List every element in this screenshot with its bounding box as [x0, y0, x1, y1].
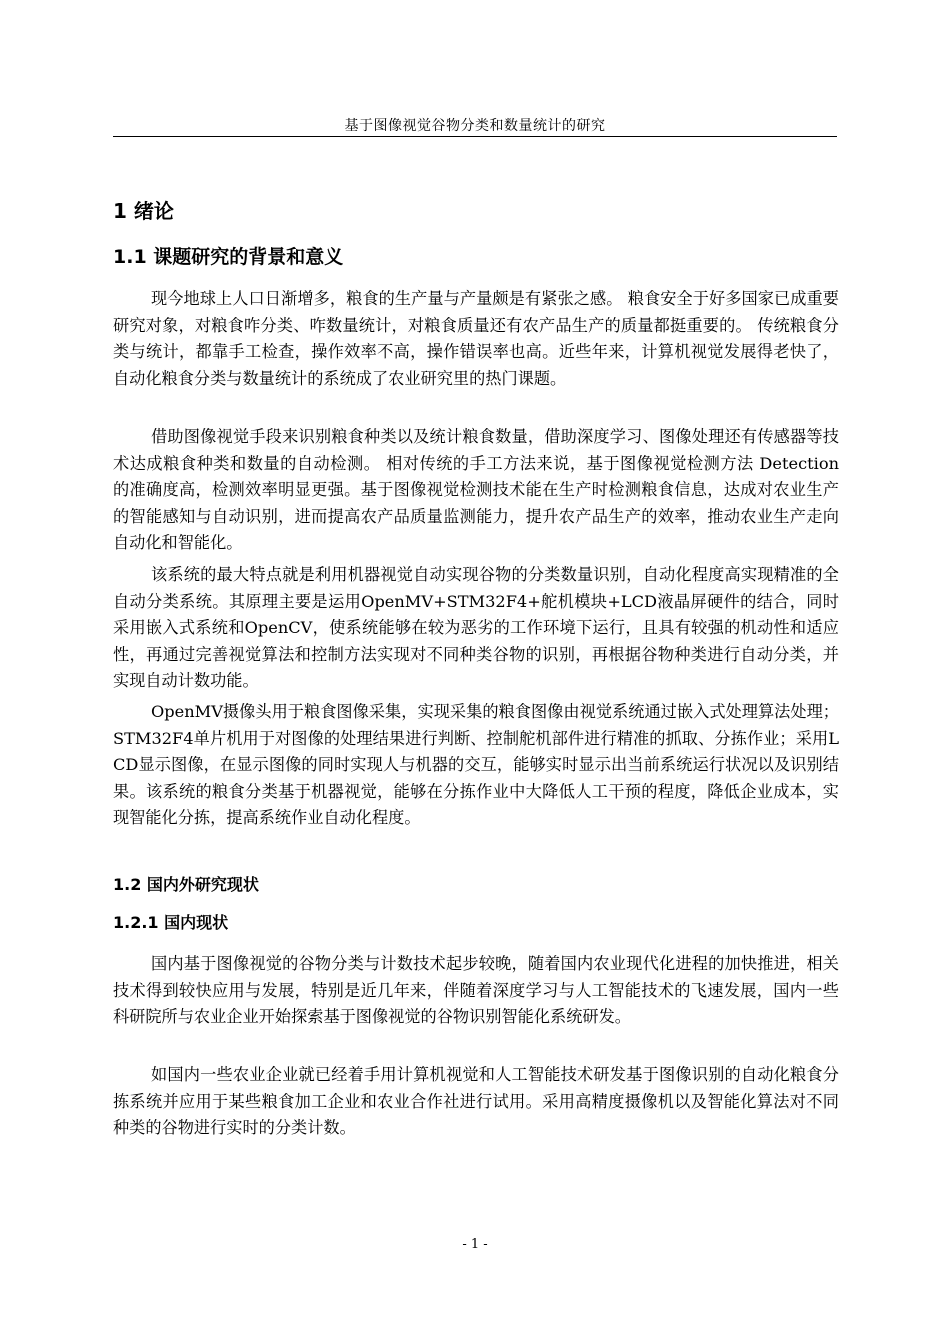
running-header: 基于图像视觉谷物分类和数量统计的研究 [344, 118, 606, 134]
paragraph: 现今地球上人口日渐增多，粮食的生产量与产量颇是有紧张之感。 粮食安全于好多国家已成重要研究对象，对粮食咋分类、咋数量统计，对粮食质量还有农产品生产的质量都挺重要的。 传统粮食分类与统计，都靠手工检查，操作效率不高，操作错误率也高。近些年来，计算机视觉发展得老快了，自动化粮食分类与数量统计的系统成了农业研究里的热门课题。 [113, 289, 839, 388]
header-rule [113, 136, 837, 137]
paragraph: 如国内一些农业企业就已经着手用计算机视觉和人工智能技术研发基于图像识别的自动化粮食分拣系统并应用于某些粮食加工企业和农业合作社进行试用。采用高精度摄像机以及智能化算法对不同种类的谷物进行实时的分类计数。 [113, 1065, 839, 1137]
paragraph: 国内基于图像视觉的谷物分类与计数技术起步较晚，随着国内农业现代化进程的加快推进，相关技术得到较快应用与发展，特别是近几年来，伴随着深度学习与人工智能技术的飞速发展，国内一些科研院所与农业企业开始探索基于图像视觉的谷物识别智能化系统研发。 [113, 954, 839, 1026]
section-heading-1-2: 1.2 国内外研究现状 [113, 875, 259, 894]
paragraph: OpenMV摄像头用于粮食图像采集，实现采集的粮食图像由视觉系统通过嵌入式处理算法处理；STM32F4单片机用于对图像的处理结果进行判断、控制舵机部件进行精准的抓取、分拣作业；采用LCD显示图像，在显示图像的同时实现人与机器的交互，能够实时显示出当前系统运行状况以及识别结果。该系统的粮食分类基于机器视觉，能够在分拣作业中大降低人工干预的程度，降低企业成本，实现智能化分拣，提高系统作业自动化程度。 [113, 702, 839, 827]
section-heading-1-1: 1.1 课题研究的背景和意义 [113, 246, 344, 268]
page-number: - 1 - [462, 1237, 488, 1252]
chapter-heading: 1 绪论 [113, 199, 174, 223]
paragraph: 该系统的最大特点就是利用机器视觉自动实现谷物的分类数量识别，自动化程度高实现精准的全自动分类系统。其原理主要是运用OpenMV+STM32F4+舵机模块+LCD液晶屏硬件的结合，同时采用嵌入式系统和OpenCV，使系统能够在较为恶劣的工作环境下运行，且具有较强的机动性和适应性，再通过完善视觉算法和控制方法实现对不同种类谷物的识别，再根据谷物种类进行自动分类，并实现自动计数功能。 [113, 565, 839, 690]
paragraph: 借助图像视觉手段来识别粮食种类以及统计粮食数量，借助深度学习、图像处理还有传感器等技术达成粮食种类和数量的自动检测。 相对传统的手工方法来说，基于图像视觉检测方法 Detection 的准确度高，检测效率明显更强。基于图像视觉检测技术能在生产时检测粮食信息，达成对农业生产的智能感知与自动识别，进而提高农产品质量监测能力，提升农产品生产的效率，推动农业生产走向自动化和智能化。 [113, 427, 839, 552]
section-heading-1-2-1: 1.2.1 国内现状 [113, 913, 229, 932]
